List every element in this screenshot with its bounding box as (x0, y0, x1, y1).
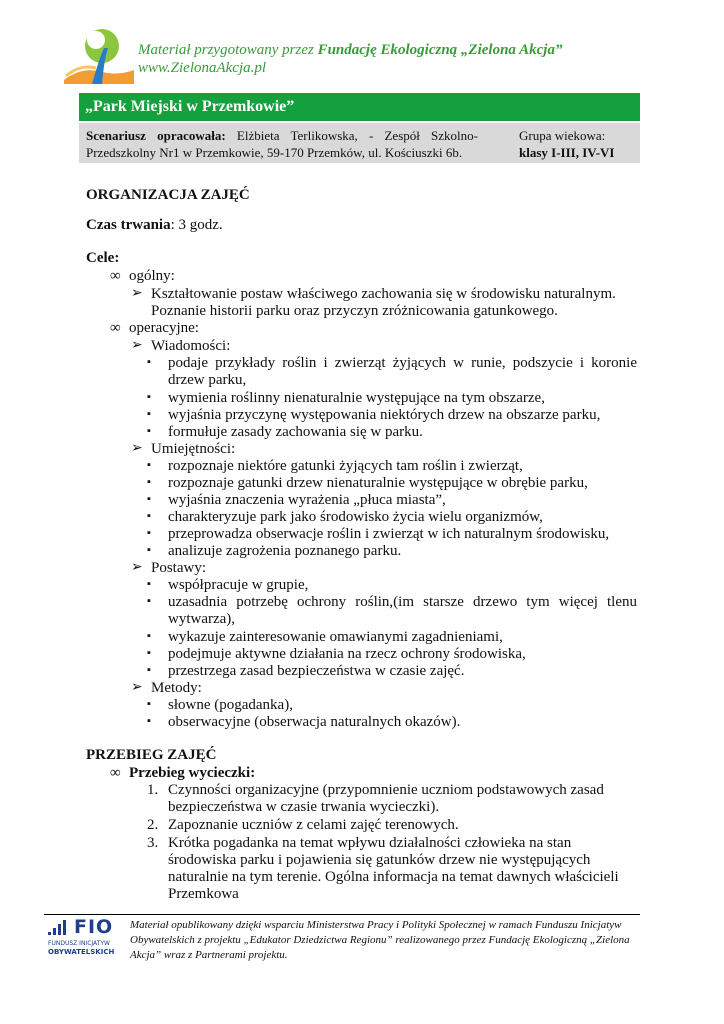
step-line: Czynności organizacyjne (przypomnienie uczniom podstawowych zasad (168, 782, 604, 798)
skills-label: Umiejętności: (151, 441, 236, 457)
skills-item: charakteryzuje park jako środowisko życia wielu organizmów, (168, 509, 543, 525)
arrow-bullet-icon: ➢ (131, 338, 143, 353)
attitudes-item-continued: wytwarza), (168, 611, 236, 627)
knowledge-item: wyjaśnia przyczynę występowania niektórych drzew na obszarze parku, (168, 407, 601, 423)
skills-item: rozpoznaje niektóre gatunki żyjących tam roślin i zwierząt, (168, 458, 523, 474)
attitudes-item: uzasadnia potrzebę ochrony roślin,(im starsze drzewo tym więcej tlenu (168, 594, 637, 610)
step-line: Przemkowa (168, 886, 239, 902)
attitudes-label: Postawy: (151, 560, 207, 576)
infinity-bullet: ∞ (110, 320, 121, 336)
skills-item: rozpoznaje gatunki drzew nienaturalnie występujące w obrębie parku, (168, 475, 588, 491)
square-bullet-icon: ▪ (147, 391, 151, 403)
square-bullet-icon: ▪ (147, 527, 151, 539)
methods-item: słowne (pogadanka), (168, 697, 293, 713)
square-bullet-icon: ▪ (147, 459, 151, 471)
skills-item: przeprowadza obserwacje roślin i zwierząt w ich naturalnym środowisku, (168, 526, 610, 542)
operational-goal-label: operacyjne: (129, 320, 199, 336)
skills-item: wyjaśnia znaczenia wyrażenia „płuca miasta”, (168, 492, 446, 508)
arrow-bullet-icon: ➢ (131, 560, 143, 575)
step-line: bezpieczeństwa w czasie trwania wycieczki). (168, 799, 440, 815)
fio-logo-sub: FUNDUSZ INICJATYW (48, 940, 110, 947)
author-info: Scenariusz opracowała: Elżbieta Terlikowska, - Zespół Szkolno-Przedszkolny Nr1 w Przemkowie, 59-170 Przemków, ul. Kościuszki 6b. (86, 128, 478, 160)
step-number: 2. (147, 817, 159, 833)
fio-logo (44, 918, 122, 960)
organization-heading: ORGANIZACJA ZAJĘĆ (86, 187, 250, 203)
square-bullet-icon: ▪ (147, 647, 151, 659)
general-goal-item: Kształtowanie postaw właściwego zachowania się w środowisku naturalnym. (151, 286, 616, 302)
knowledge-label: Wiadomości: (151, 338, 231, 354)
square-bullet-icon: ▪ (147, 630, 151, 642)
knowledge-item-continued: drzew parku, (168, 372, 247, 388)
fio-logo-sub: OBYWATELSKICH (48, 948, 115, 956)
square-bullet-icon: ▪ (147, 408, 151, 420)
course-heading: PRZEBIEG ZAJĘĆ (86, 747, 217, 763)
zielona-akcja-logo (62, 26, 136, 86)
skills-item: analizuje zagrożenia poznanego parku. (168, 543, 402, 559)
square-bullet-icon: ▪ (147, 356, 151, 368)
duration-line: Czas trwania: 3 godz. (86, 217, 223, 233)
arrow-bullet-icon: ➢ (131, 286, 143, 301)
attitudes-item: wykazuje zainteresowanie omawianymi zagadnieniami, (168, 629, 503, 645)
square-bullet-icon: ▪ (147, 493, 151, 505)
square-bullet-icon: ▪ (147, 476, 151, 488)
arrow-bullet-icon: ➢ (131, 680, 143, 695)
knowledge-item: podaje przykłady roślin i zwierząt żyjących w runie, podszycie i koronie (168, 355, 637, 371)
square-bullet-icon: ▪ (147, 425, 151, 437)
methods-label: Metody: (151, 680, 202, 696)
header-url-link[interactable]: www.ZielonaAkcja.pl (138, 60, 267, 76)
square-bullet-icon: ▪ (147, 544, 151, 556)
general-goal-label: ogólny: (129, 268, 175, 284)
footer-divider (44, 914, 640, 915)
methods-item: obserwacyjne (obserwacja naturalnych okazów). (168, 714, 461, 730)
goals-heading: Cele: (86, 250, 120, 266)
step-line: naturalnie na tym terenie. Ogólna informacja na temat dawnych właścicieli (168, 869, 619, 885)
arrow-bullet-icon: ➢ (131, 441, 143, 456)
square-bullet-icon: ▪ (147, 595, 151, 607)
square-bullet-icon: ▪ (147, 578, 151, 590)
header-line: Materiał przygotowany przez Fundację Ekologiczną „Zielona Akcja” (138, 42, 563, 58)
square-bullet-icon: ▪ (147, 715, 151, 727)
step-line: Krótka pogadanka na temat wpływu działalności człowieka na stan (168, 835, 572, 851)
knowledge-item: wymienia roślinny nienaturalnie występujące na tym obszarze, (168, 390, 545, 406)
step-line: Zapoznanie uczniów z celami zajęć terenowych. (168, 817, 459, 833)
infinity-bullet: ∞ (110, 765, 121, 781)
step-number: 3. (147, 835, 159, 851)
knowledge-item: formułuje zasady zachowania się w parku. (168, 424, 423, 440)
square-bullet-icon: ▪ (147, 510, 151, 522)
footer-note: Materiał opublikowany dzięki wsparciu Ministerstwa Pracy i Polityki Społecznej w ramach Funduszu Inicjatyw Obywatelskich z projektu „Edukator Dziedzictwa Regionu” realizowanego przez Fundację Ekologiczną „Zielona Akcja” wraz z Partnerami projektu. (130, 919, 630, 961)
step-number: 1. (147, 782, 159, 798)
infinity-bullet: ∞ (110, 268, 121, 284)
general-goal-item: Poznanie historii parku oraz przyczyn zróżnicowania gatunkowego. (151, 303, 558, 319)
age-group-label: Grupa wiekowa: (519, 128, 606, 143)
age-group-value: klasy I-III, IV-VI (519, 145, 615, 160)
attitudes-item: przestrzega zasad bezpieczeństwa w czasie zajęć. (168, 663, 465, 679)
fio-logo-text: FIO (74, 916, 114, 938)
attitudes-item: współpracuje w grupie, (168, 577, 309, 593)
document-title: „Park Miejski w Przemkowie” (79, 93, 640, 121)
square-bullet-icon: ▪ (147, 664, 151, 676)
step-line: środowiska parku i pojawienia się gatunków drzew nie występujących (168, 852, 591, 868)
attitudes-item: podejmuje aktywne działania na rzecz ochrony środowiska, (168, 646, 526, 662)
trip-label: Przebieg wycieczki: (129, 765, 256, 781)
organization-name: Fundację Ekologiczną „Zielona Akcja” (317, 42, 563, 58)
square-bullet-icon: ▪ (147, 698, 151, 710)
